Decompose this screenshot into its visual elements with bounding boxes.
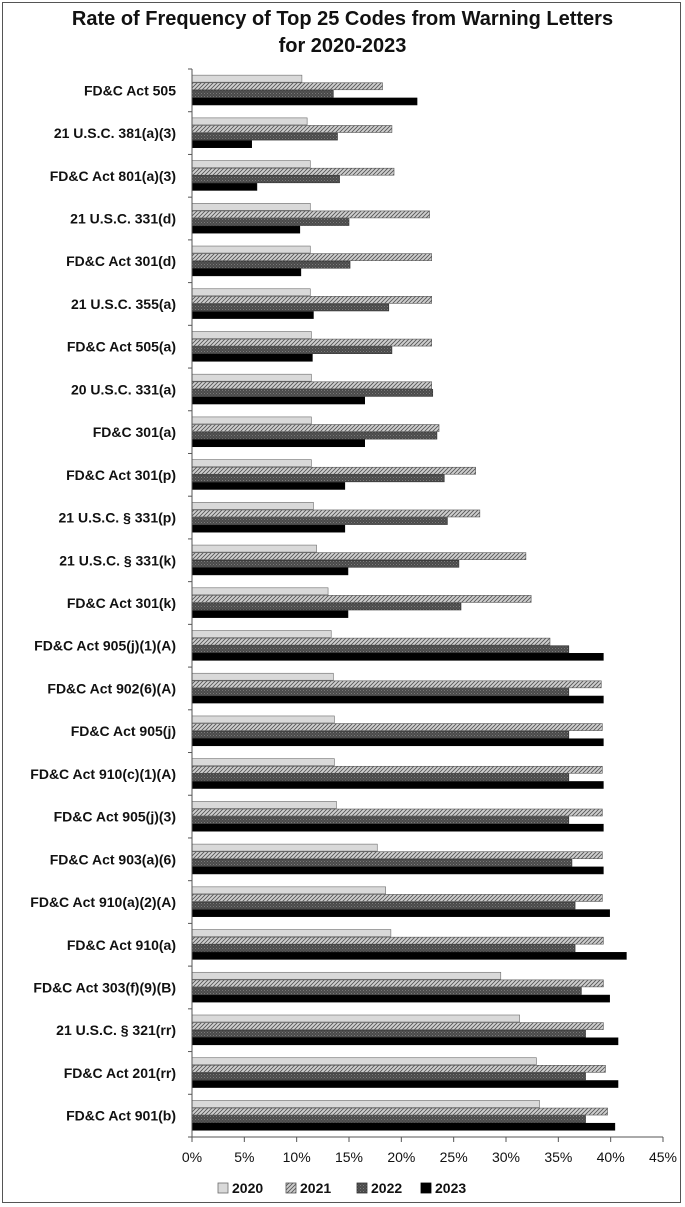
bar-2021-9 — [192, 425, 439, 432]
bar-2022-10 — [192, 475, 444, 482]
x-tick-label: 15% — [334, 1149, 364, 1165]
bar-2023-7 — [192, 354, 312, 361]
bar-2023-23 — [192, 1038, 618, 1045]
bar-2021-7 — [192, 339, 432, 346]
legend-label-2023: 2023 — [435, 1180, 467, 1196]
bar-2023-4 — [192, 226, 300, 233]
bar-2020-24 — [192, 1058, 536, 1065]
bar-2021-23 — [192, 1023, 603, 1030]
x-tick-label: 45% — [648, 1149, 678, 1165]
bar-2022-3 — [192, 176, 340, 183]
category-label: FD&C 301(a) — [92, 424, 176, 441]
x-tick-label: 40% — [596, 1149, 625, 1165]
bar-2023-19 — [192, 867, 603, 874]
x-tick-label: 10% — [282, 1149, 311, 1165]
bar-2023-17 — [192, 781, 603, 788]
category-label: FD&C Act 910(a) — [66, 936, 176, 953]
bar-2022-24 — [192, 1073, 586, 1080]
category-label: FD&C Act 505(a) — [66, 338, 176, 355]
bar-2022-19 — [192, 859, 572, 866]
bar-2020-16 — [192, 716, 334, 723]
bar-2022-17 — [192, 774, 569, 781]
legend-label-2020: 2020 — [232, 1180, 264, 1196]
category-label: 21 U.S.C. § 331(k) — [59, 552, 176, 569]
bar-2020-10 — [192, 460, 311, 467]
category-label: 20 U.S.C. 331(a) — [70, 381, 176, 398]
category-label: 21 U.S.C. § 331(p) — [58, 509, 176, 526]
bar-2021-4 — [192, 211, 430, 218]
bar-2023-8 — [192, 397, 365, 404]
category-label: FD&C Act 905(j)(1)(A) — [34, 637, 176, 654]
bar-2020-11 — [192, 502, 313, 509]
category-label: FD&C Act 301(p) — [66, 466, 176, 483]
bar-2020-14 — [192, 631, 331, 638]
bar-2023-6 — [192, 312, 313, 319]
bar-2021-17 — [192, 766, 602, 773]
bar-2022-16 — [192, 731, 569, 738]
bar-2021-13 — [192, 595, 531, 602]
category-label: FD&C Act 801(a)(3) — [49, 167, 176, 184]
bar-2023-13 — [192, 611, 348, 618]
bar-2020-18 — [192, 801, 336, 808]
bar-2020-6 — [192, 289, 310, 296]
bar-2020-23 — [192, 1015, 520, 1022]
bar-2021-2 — [192, 125, 392, 132]
bar-2022-5 — [192, 261, 350, 268]
bar-2022-12 — [192, 560, 459, 567]
bar-2021-15 — [192, 681, 601, 688]
bar-2021-8 — [192, 382, 432, 389]
legend-label-2022: 2022 — [371, 1180, 403, 1196]
bar-2020-17 — [192, 759, 334, 766]
category-label: FD&C Act 301(d) — [66, 253, 176, 270]
category-label: FD&C Act 902(6)(A) — [47, 680, 176, 697]
bar-2023-22 — [192, 995, 610, 1002]
bar-2021-21 — [192, 937, 603, 944]
bar-2021-18 — [192, 809, 602, 816]
bar-2022-13 — [192, 603, 461, 610]
bar-2023-1 — [192, 98, 417, 105]
bar-2022-7 — [192, 347, 392, 354]
bar-2023-15 — [192, 696, 603, 703]
bar-2022-11 — [192, 518, 447, 525]
bar-2023-16 — [192, 739, 603, 746]
bar-2020-8 — [192, 374, 311, 381]
x-tick-label: 25% — [439, 1149, 468, 1165]
bar-2022-15 — [192, 688, 569, 695]
bar-2020-2 — [192, 118, 307, 125]
bar-2021-11 — [192, 510, 480, 517]
legend-swatch-2021 — [286, 1183, 296, 1193]
bar-2021-3 — [192, 168, 394, 175]
bar-2023-5 — [192, 269, 301, 276]
bar-2020-25 — [192, 1100, 539, 1107]
category-label: FD&C Act 303(f)(9)(B) — [33, 979, 176, 996]
bar-2020-4 — [192, 203, 310, 210]
x-tick-label: 5% — [234, 1149, 255, 1165]
bar-2023-11 — [192, 525, 345, 532]
legend-label-2021: 2021 — [300, 1180, 332, 1196]
bar-2020-15 — [192, 673, 333, 680]
plot-area — [30, 69, 677, 1165]
bar-2022-18 — [192, 817, 569, 824]
bar-2020-1 — [192, 75, 302, 82]
bar-2021-20 — [192, 894, 602, 901]
chart-title-line-1: Rate of Frequency of Top 25 Codes from Warning Letters — [71, 8, 614, 30]
category-label: 21 U.S.C. 331(d) — [70, 210, 176, 227]
bar-2022-4 — [192, 219, 349, 226]
bar-2020-12 — [192, 545, 317, 552]
bar-2021-10 — [192, 467, 476, 474]
x-tick-label: 35% — [544, 1149, 573, 1165]
category-label: FD&C Act 901(b) — [66, 1107, 176, 1124]
bar-2021-24 — [192, 1065, 605, 1072]
bar-2023-10 — [192, 482, 345, 489]
bar-2021-22 — [192, 980, 603, 987]
bar-2022-14 — [192, 646, 569, 653]
bar-2021-14 — [192, 638, 550, 645]
category-label: 21 U.S.C. 381(a)(3) — [53, 125, 176, 142]
bar-2023-20 — [192, 910, 610, 917]
bar-2021-25 — [192, 1108, 608, 1115]
bar-2022-2 — [192, 133, 337, 140]
chart-title-line-2: for 2020-2023 — [278, 35, 407, 57]
bar-2022-21 — [192, 945, 575, 952]
bar-2022-23 — [192, 1030, 586, 1037]
category-label: FD&C Act 201(rr) — [63, 1064, 176, 1081]
bar-2020-19 — [192, 844, 377, 851]
bar-2020-13 — [192, 588, 328, 595]
bar-2021-6 — [192, 296, 432, 303]
category-label: FD&C Act 505 — [83, 82, 176, 99]
category-label: 21 U.S.C. 355(a) — [70, 295, 176, 312]
bar-2020-22 — [192, 972, 501, 979]
category-label: FD&C Act 301(k) — [66, 595, 176, 611]
bar-2022-20 — [192, 902, 575, 909]
bar-2022-9 — [192, 432, 437, 439]
bar-2020-20 — [192, 887, 386, 894]
category-label: FD&C Act 903(a)(6) — [49, 851, 176, 868]
bar-2021-12 — [192, 553, 526, 560]
bar-2020-3 — [192, 161, 310, 168]
bar-2023-12 — [192, 568, 348, 575]
bar-2023-2 — [192, 141, 252, 148]
bar-2023-9 — [192, 440, 365, 447]
bar-2023-14 — [192, 653, 603, 660]
bar-2021-19 — [192, 852, 602, 859]
bar-2023-24 — [192, 1081, 618, 1088]
bar-2021-1 — [192, 83, 382, 90]
category-label: FD&C Act 910(c)(1)(A) — [30, 765, 176, 782]
bar-2023-18 — [192, 824, 603, 831]
bar-2022-1 — [192, 90, 333, 97]
x-tick-label: 0% — [181, 1149, 203, 1165]
bar-2022-6 — [192, 304, 389, 311]
bar-2023-21 — [192, 952, 626, 959]
bar-2023-25 — [192, 1123, 615, 1130]
bar-2022-25 — [192, 1116, 586, 1123]
x-tick-label: 30% — [491, 1149, 521, 1165]
x-tick-label: 20% — [387, 1149, 416, 1165]
legend-swatch-2020 — [218, 1183, 228, 1193]
bar-2021-16 — [192, 724, 602, 731]
legend-swatch-2022 — [357, 1183, 367, 1193]
bar-2022-8 — [192, 389, 433, 396]
category-label: FD&C Act 905(j)(3) — [53, 808, 176, 825]
bar-2020-21 — [192, 930, 391, 937]
bar-2021-5 — [192, 254, 432, 261]
category-label: FD&C Act 910(a)(2)(A) — [30, 894, 176, 911]
legend — [218, 1180, 466, 1196]
category-label: 21 U.S.C. § 321(rr) — [56, 1022, 176, 1039]
bar-2022-22 — [192, 987, 581, 994]
bar-2020-7 — [192, 331, 311, 338]
bar-2020-5 — [192, 246, 310, 253]
category-label: FD&C Act 905(j) — [70, 723, 176, 740]
legend-swatch-2023 — [421, 1183, 431, 1193]
bar-2023-3 — [192, 183, 257, 190]
bar-2020-9 — [192, 417, 311, 424]
